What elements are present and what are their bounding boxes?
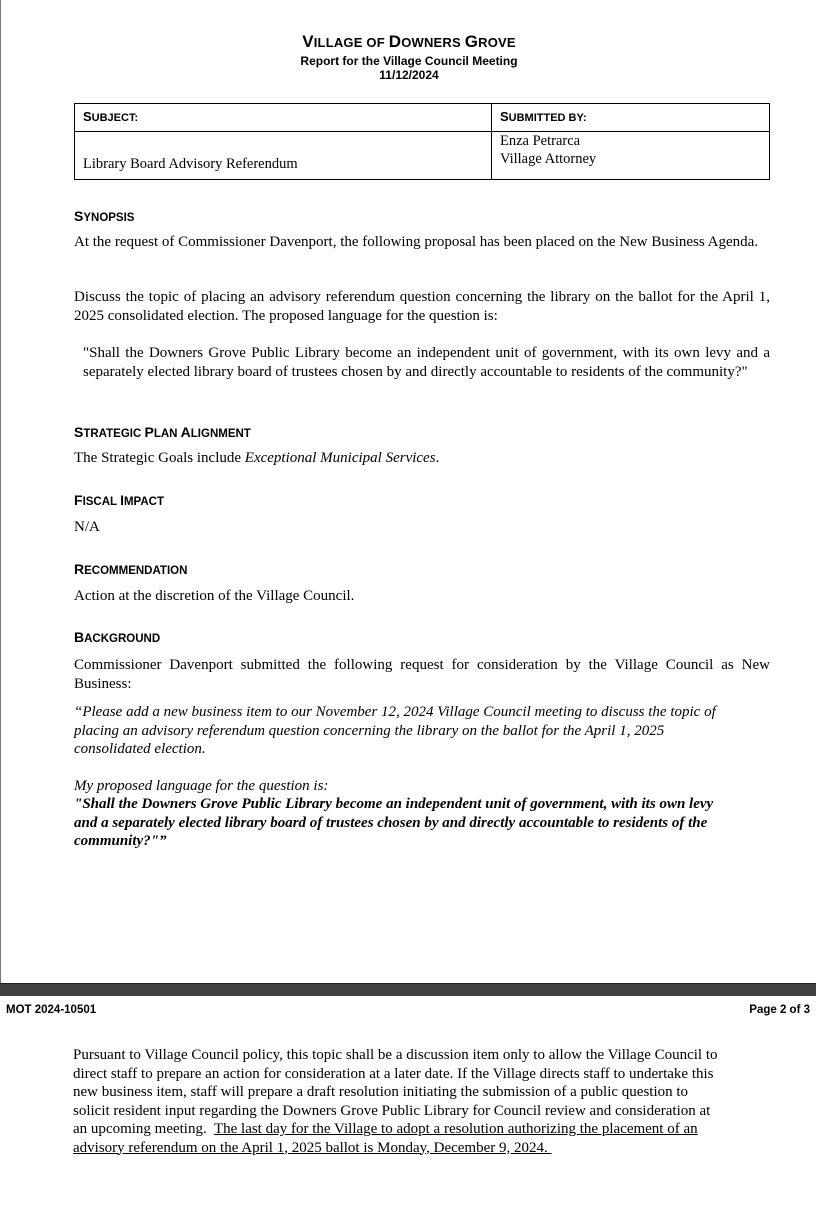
subject-table	[74, 103, 770, 180]
subject-value: Library Board Advisory Referendum	[75, 132, 492, 180]
submitter-cell	[492, 132, 770, 180]
document-subtitle: Report for the Village Council Meeting	[300, 54, 518, 68]
report-page-2	[0, 996, 816, 1214]
meeting-date: 11/12/2024	[379, 68, 439, 82]
background-paragraph: Commissioner Davenport submitted the following request for consideration by the Village Council as New Business:	[74, 657, 770, 692]
page-number: Page 2 of 3	[749, 1004, 810, 1016]
fiscal-impact-text: N/A	[74, 519, 100, 535]
proposed-language-intro: My proposed language for the question is:	[74, 778, 329, 794]
subject-label: SUBJECT:	[75, 104, 492, 132]
page-break-divider	[0, 983, 816, 996]
strategic-plan-heading: STRATEGIC PLAN ALIGNMENT	[74, 424, 251, 440]
fiscal-impact-heading: FISCAL IMPACT	[74, 492, 164, 508]
submitter-name: Enza Petrarca	[500, 133, 581, 149]
document-title: VILLAGE OF DOWNERS GROVE	[302, 32, 516, 51]
policy-paragraph: Pursuant to Village Council policy, this topic shall be a discussion item only to allow the Village Council to direct staff to prepare an action for consideration at a later date. If the Village directs staff to undertake this new business item, staff will prepare a draft resolution initiating the submission of a public question to solicit resident input regarding the Downers Grove Public Library for Council review and consideration at an upcoming meeting. The last day for the Village to adopt a resolution authorizing the placement of an advisory referendum on the April 1, 2025 ballot is Monday, December 9, 2024.	[73, 1047, 718, 1156]
strategic-plan-text: The Strategic Goals include Exceptional Municipal Services.	[74, 450, 440, 466]
submitter-title: Village Attorney	[500, 151, 597, 167]
synopsis-paragraph-2: Discuss the topic of placing an advisory referendum question concerning the library on the ballot for the April 1, 2025 consolidated election. The proposed language for the question is:	[74, 289, 770, 324]
recommendation-heading: RECOMMENDATION	[74, 561, 188, 577]
recommendation-text: Action at the discretion of the Village Council.	[74, 588, 355, 604]
document-number: MOT 2024-10501	[6, 1004, 97, 1016]
synopsis-paragraph-1: At the request of Commissioner Davenport, the following proposal has been placed on the New Business Agenda.	[74, 234, 759, 250]
background-heading: BACKGROUND	[74, 629, 161, 645]
submitted-by-label: SUBMITTED BY:	[492, 104, 770, 132]
synopsis-proposed-question: "Shall the Downers Grove Public Library become an independent unit of government, with its own levy and a separately elected library board of trustees chosen by and directly accountable to residents of the community?"	[83, 345, 770, 380]
deadline-text: The last day for the Village to adopt a resolution authorizing the placement of an	[213, 1121, 698, 1137]
deadline-text-continued: advisory referendum on the April 1, 2025 ballot is Monday, December 9, 2024.	[73, 1139, 552, 1156]
commissioner-request-quote: “Please add a new business item to our November 12, 2024 Village Council meeting to discuss the topic of placing an advisory referendum question concerning the library on the ballot for the April 1, 2025 consolidated election.	[74, 704, 716, 757]
synopsis-heading: SYNOPSIS	[74, 208, 135, 224]
proposed-language-question: "Shall the Downers Grove Public Library become an independent unit of government, with its own levy and a separately elected library board of trustees chosen by and directly accountable to residents of the community?"”	[74, 796, 714, 849]
